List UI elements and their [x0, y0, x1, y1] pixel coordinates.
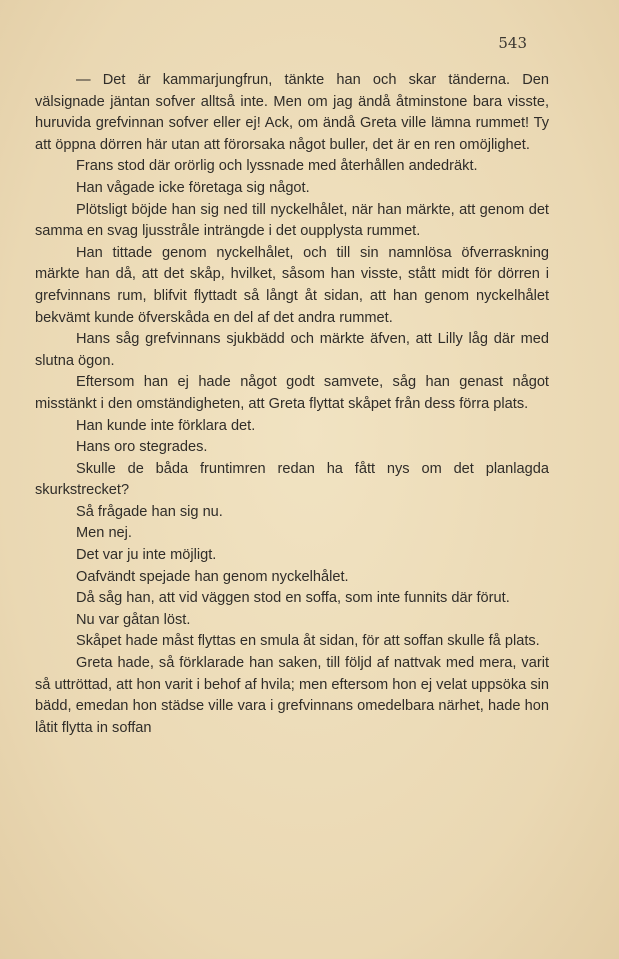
paragraph: Han kunde inte förklara det. [76, 417, 256, 434]
paragraph: — Det är kammarjungfrun, tänkte han och skar tänderna. Den välsignade jäntan sofver alltså inte. Men om jag ändå åtminstone bara visste, huruvida grefvinnan sofver eller ej! Ack, om ändå Greta ville lämna rummet! Ty att öppna dörren här utan att förorsaka något buller, det är en ren omöjlighet. [35, 72, 549, 153]
paragraph: Han vågade icke företaga sig något. [76, 179, 310, 196]
page-number: 543 [498, 34, 527, 52]
paragraph: Hans såg grefvinnans sjukbädd och märkte äfven, att Lilly låg där med slutna ögon. [35, 331, 549, 369]
paragraph: Skulle de båda fruntimren redan ha fått nys om det planlagda skurkstrecket? [35, 460, 549, 499]
paragraph: Men nej. [76, 525, 132, 542]
paragraph: Det var ju inte möjligt. [76, 547, 217, 564]
paragraph: Plötsligt böjde han sig ned till nyckelhålet, när han märkte, att genom det samma en svag ljusstråle inträngde i det oupplysta rummet. [35, 201, 549, 240]
paragraph: Nu var gåtan löst. [76, 611, 191, 628]
paragraph: Han tittade genom nyckelhålet, och till sin namnlösa öfverraskning märkte han då, att det skåp, hvilket, såsom han visste, stått midt för dörren i grefvinnans rum, blifvit flyttadt så långt åt sidan, att han genom nyckelhålet bekvämt kunde öfverskåda en del af det andra rummet. [35, 244, 549, 326]
paragraph: Så frågade han sig nu. [76, 503, 223, 520]
paragraph: Greta hade, så förklarade han saken, till följd af nattvak med mera, varit så uttröttad, att hon varit i behof af hvila; men eftersom hon ej velat uppsöka sin bädd, emedan hon städse ville vara i grefvinnans omedelbara närhet, hade hon låtit flytta in soffan [35, 655, 549, 736]
paragraph: Eftersom han ej hade något godt samvete, såg han genast något misstänkt i den omständigheten, att Greta flyttat skåpet från dess förra plats. [35, 374, 549, 412]
paragraph: Skåpet hade måst flyttas en smula åt sidan, för att soffan skulle få plats. [76, 633, 540, 650]
paragraph: Hans oro stegrades. [76, 439, 208, 456]
paragraph: Frans stod där orörlig och lyssnade med återhållen andedräkt. [76, 158, 478, 175]
body-text [35, 70, 549, 739]
paragraph: Oafvändt spejade han genom nyckelhålet. [76, 568, 349, 585]
paragraph: Då såg han, att vid väggen stod en soffa, som inte funnits där förut. [76, 590, 510, 607]
